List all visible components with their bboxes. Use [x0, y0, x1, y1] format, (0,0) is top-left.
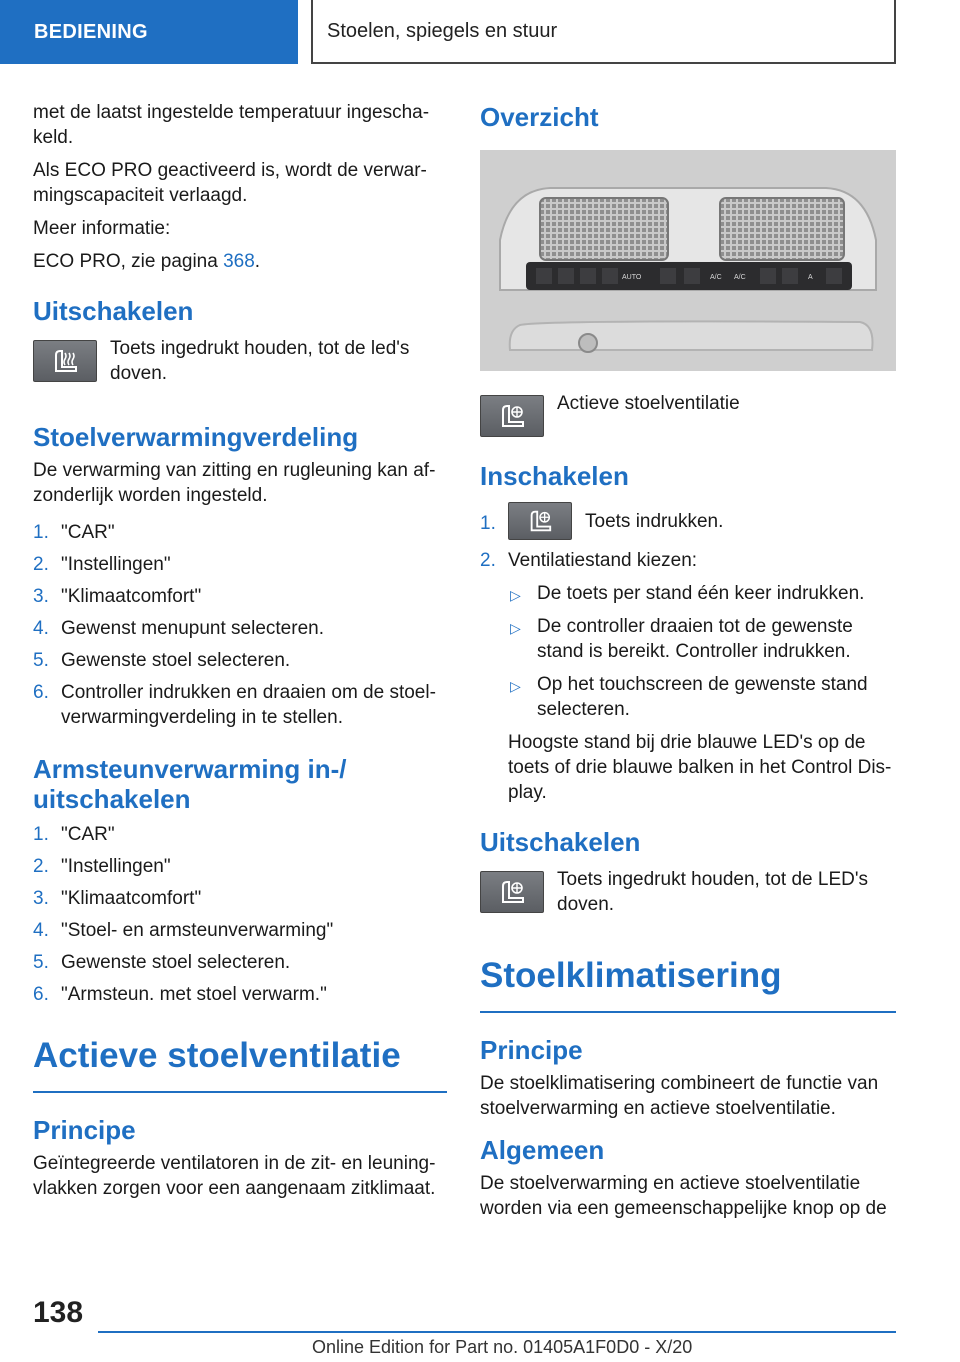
section-heading-inschakelen: Inschakelen: [480, 461, 629, 491]
list-item: [33, 886, 447, 911]
chapter-title-klimatisering: Stoelklimatisering: [480, 955, 896, 1013]
step-number: 1.: [480, 513, 496, 534]
step-number: 2.: [480, 550, 496, 571]
off-text-right: Toets ingedrukt houden, tot de LED's doven.: [557, 869, 868, 915]
page-number: 138: [33, 1296, 84, 1329]
section-heading-principe-right: Principe: [480, 1035, 583, 1065]
step-number: 1.: [33, 824, 49, 845]
verdeling-text: De verwarming van zitting en rugleuning kan afzonderlijk worden ingesteld.: [33, 460, 436, 506]
seat-ventilation-button-icon: [480, 871, 544, 913]
off-instruction: [33, 336, 447, 394]
list-item: [33, 552, 447, 577]
intro-paragraph: Meer informatie:: [33, 218, 171, 239]
dashboard-vents-photo: [480, 150, 896, 371]
eco-pro-reference: [33, 249, 447, 274]
step-text: "CAR": [61, 522, 115, 543]
step-number: 2.: [33, 856, 49, 877]
list-item: [33, 950, 447, 975]
section-heading-uitschakelen: Uitschakelen: [33, 296, 194, 326]
legend-text: Actieve stoelventilatie: [557, 393, 740, 414]
off-text: Toets ingedrukt houden, tot de led's doven.: [110, 338, 410, 384]
list-item: [33, 854, 447, 879]
seat-heating-button-icon: [33, 340, 97, 382]
sub-item-text: De controller draaien tot de gewenste stand is bereikt. Controller indrukken.: [537, 616, 853, 662]
step-number: 6.: [33, 984, 49, 1005]
step-text: "Klimaatcomfort": [61, 586, 202, 607]
section-heading-algemeen: Algemeen: [480, 1135, 605, 1165]
step-text: Gewenste stoel selecteren.: [61, 952, 291, 973]
step-number: 3.: [33, 586, 49, 607]
chapter-title: Stoelen, spiegels en stuur: [327, 19, 558, 42]
step-text: "Stoel- en armsteunverwarming": [61, 920, 334, 941]
step-number: 5.: [33, 650, 49, 671]
section-heading-armsteun: Armsteunverwarming in-/ uitschakelen: [33, 754, 347, 814]
list-item: [33, 918, 447, 943]
list-item: [480, 548, 896, 805]
step-number: 3.: [33, 888, 49, 909]
section-heading-verdeling: Stoelverwarmingverdeling: [33, 422, 359, 452]
section-title: BEDIENING: [34, 20, 148, 43]
triangle-bullet-icon: ▷: [510, 678, 521, 694]
step-text: Controller indrukken en draaien om de stoelverwarmingverdeling in te stellen.: [61, 682, 436, 728]
step-text: "Armsteun. met stoel verwarm.": [61, 984, 327, 1005]
list-item: [33, 616, 447, 641]
seat-ventilation-button-icon: [508, 502, 572, 540]
step-number: 6.: [33, 682, 49, 703]
section-tab: [0, 0, 298, 64]
step-number: 5.: [33, 952, 49, 973]
list-item: [33, 680, 447, 730]
list-item: [33, 648, 447, 673]
inschakelen-note: Hoogste stand bij drie blauwe LED's op de toets of drie blauwe balken in het Control Display.: [508, 732, 892, 803]
list-item: [33, 520, 447, 545]
right-column: [480, 100, 896, 1229]
edition-note: Online Edition for Part no. 01405A1F0D0 - X/20: [312, 1337, 693, 1357]
step-text: "CAR": [61, 824, 115, 845]
step-text: Gewenst menupunt selecteren.: [61, 618, 324, 639]
armsteun-steps: [33, 822, 447, 1007]
panel-label: AUTO: [622, 274, 642, 281]
triangle-bullet-icon: ▷: [510, 587, 521, 603]
left-column: [33, 100, 447, 1209]
klim-principe-text: De stoelklimatisering combineert de functie van stoelverwarming en actieve stoelventilatie.: [480, 1073, 879, 1119]
off-instruction-right: [480, 867, 896, 925]
panel-label: A/C: [734, 274, 746, 281]
seat-ventilation-button-icon: [480, 395, 544, 437]
sub-item-text: De toets per stand één keer indrukken.: [537, 583, 865, 604]
sub-list-item: [508, 581, 896, 606]
chapter-tab: [311, 0, 896, 64]
algemeen-text: De stoelverwarming en actieve stoelventilatie worden via een gemeenschappelijke knop op de: [480, 1173, 887, 1219]
sub-list-item: [508, 614, 896, 664]
panel-label: A/C: [710, 274, 722, 281]
intro-paragraph: Als ECO PRO geactiveerd is, wordt de verwarmingscapaciteit verlaagd.: [33, 160, 427, 206]
verdeling-steps: [33, 520, 447, 730]
step-number: 2.: [33, 554, 49, 575]
section-heading-overzicht: Overzicht: [480, 102, 599, 132]
legend-row: [480, 391, 896, 437]
step-text: Ventilatiestand kiezen:: [508, 550, 698, 571]
step-number: 4.: [33, 920, 49, 941]
list-item: [33, 822, 447, 847]
step-text: "Klimaatcomfort": [61, 888, 202, 909]
intro-paragraph: met de laatst ingestelde temperatuur ingeschakeld.: [33, 102, 430, 148]
step-text: "Instellingen": [61, 554, 171, 575]
sub-list: [508, 581, 896, 722]
step-text: Gewenste stoel selecteren.: [61, 650, 291, 671]
chapter-title-ventilatie: Actieve stoelventilatie: [33, 1035, 447, 1093]
footer-divider: [98, 1331, 896, 1333]
step-number: 1.: [33, 522, 49, 543]
panel-label: A: [808, 274, 813, 281]
section-heading-principe: Principe: [33, 1115, 136, 1145]
list-item: [480, 501, 896, 541]
step-text: "Instellingen": [61, 856, 171, 877]
page-link-368[interactable]: 368: [223, 251, 255, 272]
principe-text: Geïntegreerde ventilatoren in de zit- en leuningvlakken zorgen voor een aangenaam zitklimaat.: [33, 1153, 436, 1199]
step-number: 4.: [33, 618, 49, 639]
list-item: [33, 982, 447, 1007]
sub-item-text: Op het touchscreen de gewenste stand selecteren.: [537, 674, 868, 720]
inschakelen-steps: [480, 501, 896, 805]
triangle-bullet-icon: ▷: [510, 620, 521, 636]
list-item: [33, 584, 447, 609]
eco-ref-text: ECO PRO, zie pagina: [33, 251, 224, 272]
sub-list-item: [508, 672, 896, 722]
step-text: Toets indrukken.: [585, 510, 724, 532]
section-heading-uitschakelen-right: Uitschakelen: [480, 827, 641, 857]
eco-ref-suffix: .: [254, 251, 261, 272]
